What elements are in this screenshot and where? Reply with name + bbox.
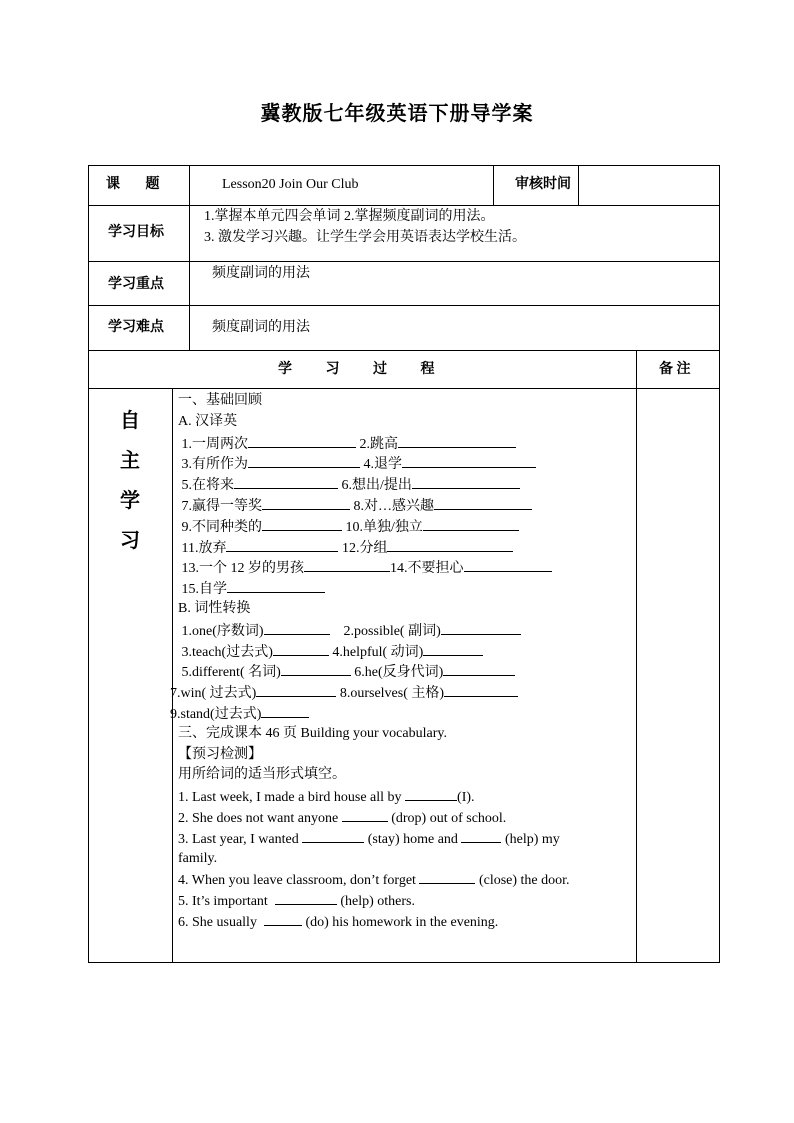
answer-blank[interactable]: [464, 557, 552, 572]
answer-blank[interactable]: [444, 682, 518, 697]
notes-header: 备 注: [659, 362, 691, 377]
answer-blank[interactable]: [262, 516, 342, 531]
answer-blank[interactable]: [402, 453, 536, 468]
lesson-title: Lesson20 Join Our Club: [222, 177, 359, 192]
answer-blank[interactable]: [234, 474, 338, 489]
answer-blank[interactable]: [256, 682, 336, 697]
table-border-bottom: [88, 962, 720, 963]
list-item: 1.one(序数词) 2.possible( 副词): [178, 620, 634, 641]
list-item: 5.在将来 6.想出/提出: [178, 474, 634, 495]
page-title: 冀教版七年级英语下册导学案: [260, 103, 534, 125]
answer-blank[interactable]: [405, 786, 457, 801]
answer-blank[interactable]: [412, 474, 520, 489]
difficulties-text: 频度副词的用法: [212, 320, 310, 335]
section3-text: 三、完成课本 46 页 Building your vocabulary.: [178, 725, 447, 741]
list-item: 7.win( 过去式) 8.ourselves( 主格): [170, 682, 634, 703]
self-study-content: [170, 391, 634, 932]
side-char: 主: [120, 450, 140, 472]
side-char: 自: [120, 410, 140, 432]
col-divider: [578, 165, 579, 205]
exercise-item: 2. She does not want anyone (drop) out of school.: [178, 807, 634, 828]
part-b-heading: B. 词性转换: [178, 600, 251, 616]
exercise-item: family.: [178, 850, 218, 866]
answer-blank[interactable]: [434, 495, 532, 510]
lesson-plan-table: [88, 165, 720, 963]
answer-blank[interactable]: [273, 641, 329, 656]
exercise-item: 1. Last week, I made a bird house all by (I).: [178, 786, 634, 807]
section-heading: 一、基础回顾: [178, 393, 262, 408]
process-header: 学 习 过 程: [278, 362, 435, 377]
answer-blank[interactable]: [398, 433, 516, 448]
answer-blank[interactable]: [423, 516, 519, 531]
key-points-text: 频度副词的用法: [212, 266, 310, 281]
answer-blank[interactable]: [264, 620, 330, 635]
row-divider: [88, 261, 720, 262]
answer-blank[interactable]: [264, 911, 302, 926]
list-item: 3.teach(过去式) 4.helpful( 动词): [178, 641, 634, 662]
list-item: 1.一周两次 2.跳高: [178, 433, 634, 454]
table-border-left: [88, 165, 89, 963]
answer-blank[interactable]: [304, 557, 390, 572]
list-item: 11.放弃 12.分组: [178, 537, 634, 558]
exercise-item: 3. Last year, I wanted (stay) home and (help) my: [178, 828, 634, 849]
side-char: 习: [120, 530, 140, 552]
difficulties-label: 学习难点: [108, 320, 164, 335]
answer-blank[interactable]: [419, 869, 475, 884]
col-divider: [636, 350, 637, 963]
exercise-item: 4. When you leave classroom, don’t forget (close) the door.: [178, 869, 634, 890]
answer-blank[interactable]: [248, 433, 356, 448]
list-item: 3.有所作为 4.退学: [178, 453, 634, 474]
goals-line-2: 3. 激发学习兴趣。让学生学会用英语表达学校生活。: [204, 230, 526, 245]
part-a-heading: A. 汉译英: [178, 413, 238, 429]
col-divider: [493, 165, 494, 205]
col-divider: [189, 165, 190, 350]
answer-blank[interactable]: [302, 828, 364, 843]
answer-blank[interactable]: [423, 641, 483, 656]
list-item: 5.different( 名词) 6.he(反身代词): [178, 661, 634, 682]
answer-blank[interactable]: [275, 890, 337, 905]
list-item: 9.stand(过去式): [170, 703, 634, 724]
preview-heading: 【预习检测】: [178, 746, 262, 762]
row-divider: [88, 305, 720, 306]
table-border-top: [88, 165, 720, 166]
list-item: 13.一个 12 岁的男孩 14.不要担心: [178, 557, 634, 578]
answer-blank[interactable]: [441, 620, 521, 635]
goals-line-1: 1.掌握本单元四会单词 2.掌握频度副词的用法。: [204, 209, 495, 224]
preview-instruction: 用所给词的适当形式填空。: [178, 767, 346, 783]
answer-blank[interactable]: [281, 661, 351, 676]
goals-label: 学习目标: [108, 225, 164, 240]
review-time-label: 审核时间: [515, 177, 571, 192]
table-border-right: [719, 165, 720, 963]
col-divider: [172, 388, 173, 963]
answer-blank[interactable]: [262, 495, 350, 510]
row-divider: [88, 205, 720, 206]
list-item: 9.不同种类的 10.单独/独立: [178, 516, 634, 537]
row-divider: [88, 388, 720, 389]
side-char: 学: [120, 490, 140, 512]
key-points-label: 学习重点: [108, 277, 164, 292]
answer-blank[interactable]: [248, 453, 360, 468]
answer-blank[interactable]: [387, 537, 513, 552]
row-divider: [88, 350, 720, 351]
answer-blank[interactable]: [226, 537, 338, 552]
answer-blank[interactable]: [443, 661, 515, 676]
exercise-item: 5. It’s important (help) others.: [178, 890, 634, 911]
answer-blank[interactable]: [261, 703, 309, 718]
exercise-item: 6. She usually (do) his homework in the evening.: [178, 911, 634, 932]
topic-label: 课 题: [106, 177, 160, 192]
self-study-label: [88, 401, 172, 561]
list-item: 15.自学: [178, 578, 634, 599]
list-item: 7.赢得一等奖 8.对…感兴趣: [178, 495, 634, 516]
answer-blank[interactable]: [461, 828, 501, 843]
answer-blank[interactable]: [342, 807, 388, 822]
answer-blank[interactable]: [227, 578, 325, 593]
